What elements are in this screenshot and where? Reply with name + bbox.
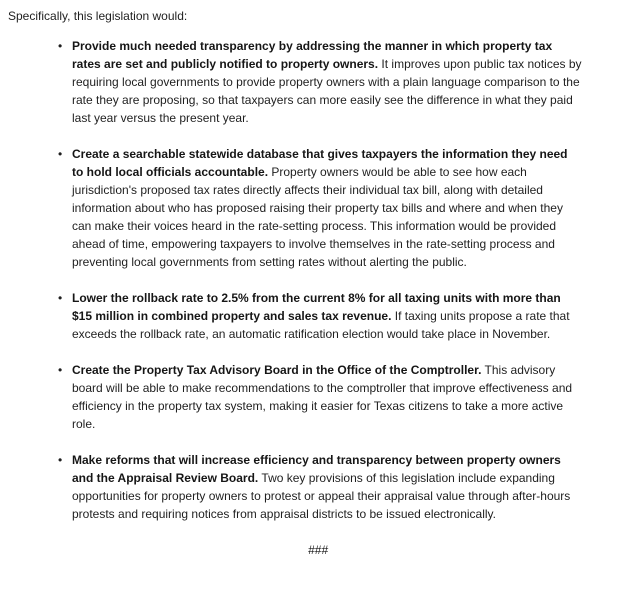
intro-paragraph: Specifically, this legislation would: [8, 9, 188, 23]
bullet-item-advisory-board [58, 361, 582, 433]
bullet-lead-text: Create the Property Tax Advisory Board in the Office of the Comptroller. [72, 363, 482, 377]
bullet-lead-text: Create a searchable statewide database that gives taxpayers the information they need to hold local officials accountable. [72, 147, 568, 179]
bullet-dot-icon: • [58, 39, 63, 53]
bullet-lead-text: Make reforms that will increase efficiency and transparency between property owners and the Appraisal Review Board. [72, 453, 561, 485]
end-marker: ### [307, 543, 329, 557]
bullet-body-text: This advisory board will be able to make recommendations to the comptroller that improve effectiveness and efficiency in the property tax system, making it easier for Texas citizens to take a more active role. [72, 363, 573, 431]
bullet-lead-text: Lower the rollback rate to 2.5% from the current 8% for all taxing units with more than $15 million in combined property and sales tax revenue. [72, 291, 561, 323]
bullet-item-database [58, 145, 582, 271]
legislation-bullet-list [0, 37, 636, 523]
bullet-item-appraisal-reforms [58, 451, 582, 523]
bullet-body-text: Two key provisions of this legislation include expanding opportunities for property owners to protest or appeal their appraisal value through after-hours protests and requiring notices from appraisal districts to be issued electronically. [72, 471, 571, 521]
bullet-dot-icon: • [58, 291, 63, 305]
bullet-dot-icon: • [58, 453, 63, 467]
bullet-item-rollback-rate [58, 289, 582, 343]
bullet-item-transparency [58, 37, 582, 127]
bullet-dot-icon: • [58, 363, 63, 377]
bullet-body-text: Property owners would be able to see how each jurisdiction's proposed tax rates directly affects their individual tax bill, along with detailed information about who has proposed raising their property tax bills and where and when they can make their voices heard in the rate-setting process. This information would be provided ahead of time, empowering taxpayers to involve themselves in the rate-setting process and preventing local governments from setting rates without alerting the public. [72, 165, 563, 269]
bullet-body-text: If taxing units propose a rate that exceeds the rollback rate, an automatic ratification election would take place in November. [72, 309, 570, 341]
bullet-lead-text: Provide much needed transparency by addressing the manner in which property tax rates are set and publicly notified to property owners. [72, 39, 553, 71]
bullet-dot-icon: • [58, 147, 63, 161]
bullet-body-text: It improves upon public tax notices by requiring local governments to provide property owners with a plain language comparison to the rate they are proposing, so that taxpayers can more easily see the difference in what they paid last year versus the present year. [72, 57, 582, 125]
